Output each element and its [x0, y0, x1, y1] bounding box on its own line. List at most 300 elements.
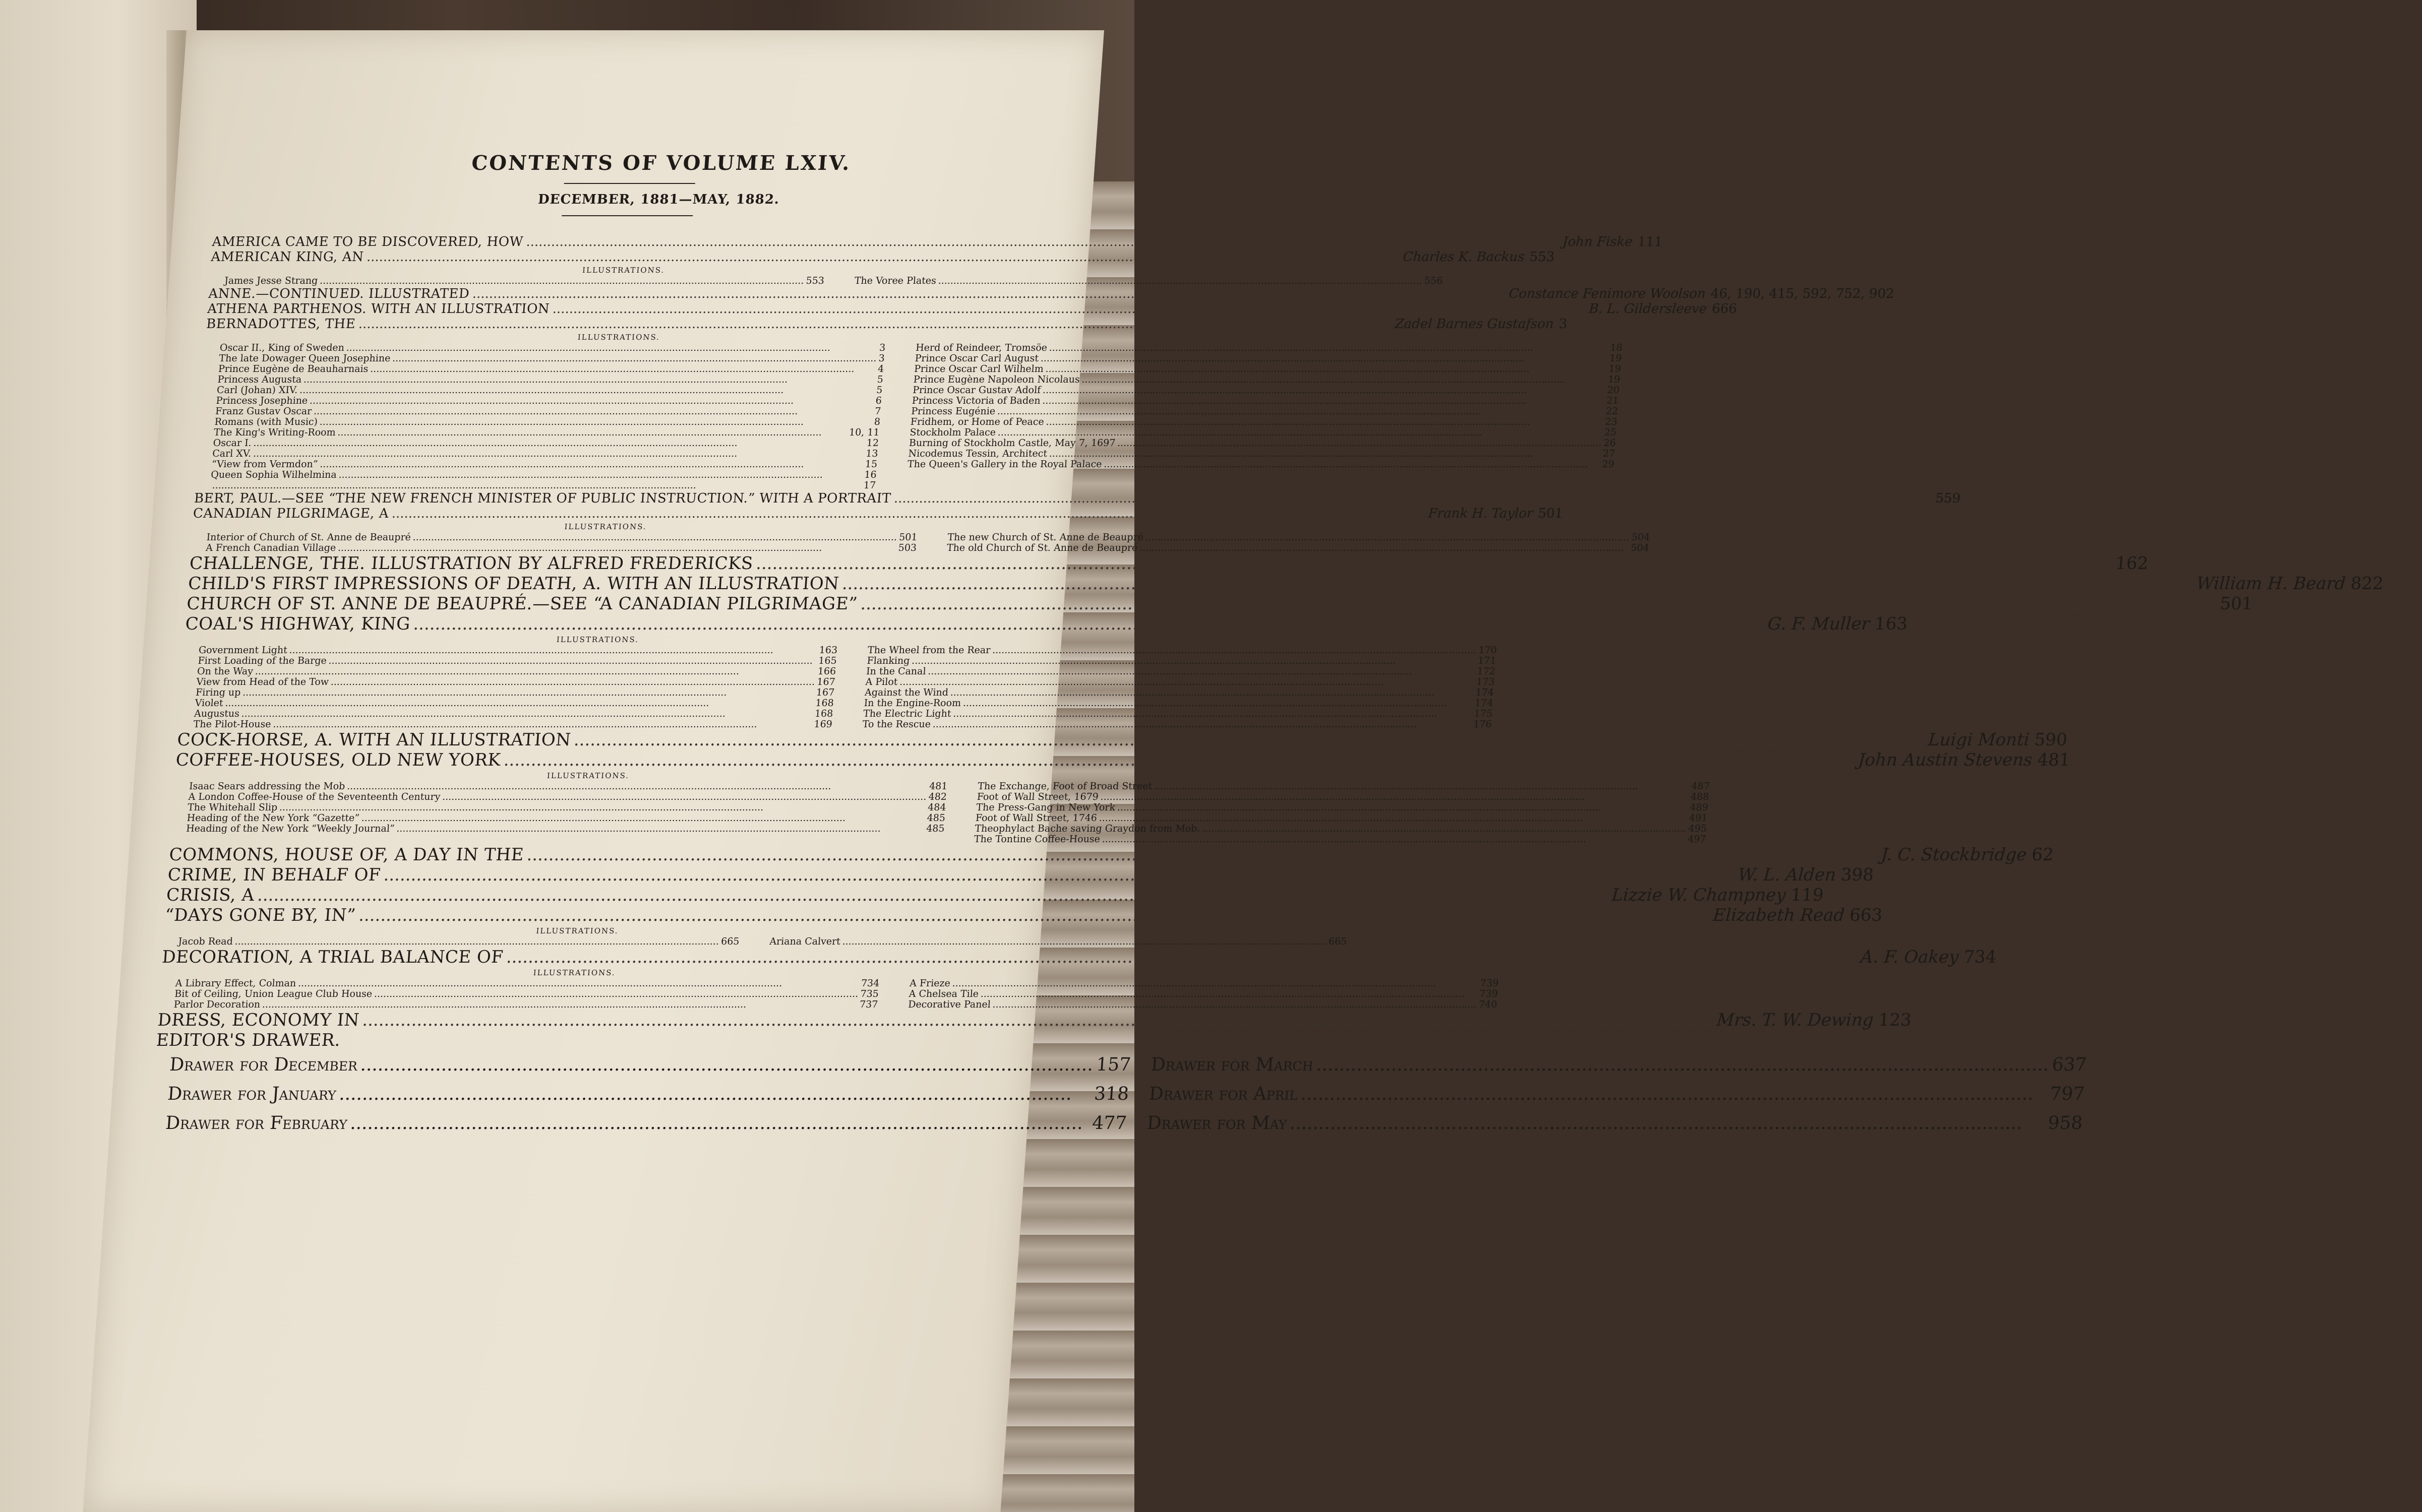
illustration-item [865, 677, 1495, 687]
illustration-item [915, 353, 1622, 364]
entry-page: 62 [2031, 845, 2054, 865]
illustration-page: 170 [1478, 645, 1497, 656]
illustration-page: 504 [1630, 542, 1650, 553]
illustration-page: 481 [929, 781, 948, 792]
illustration-title: “View from Vermdon” [211, 459, 319, 470]
dot-leader [320, 276, 805, 286]
illustration-item [175, 978, 880, 989]
dot-leader [755, 553, 2108, 574]
illustration-item [946, 543, 1649, 553]
illustration-title: Violet [194, 698, 224, 709]
dot-leader [392, 353, 877, 364]
entry-title: ATHENA PARTHENOS. WITH AN ILLUSTRATION [207, 301, 551, 317]
illustration-title: Drawer for May [1146, 1113, 1288, 1133]
illustration-item [213, 427, 880, 438]
dot-leader [526, 234, 1560, 249]
entry-title: CHALLENGE, THE. ILLUSTRATION BY ALFRED FREDERICKS [189, 553, 754, 574]
illustration-item [188, 792, 947, 802]
illustration-title: View from Head of the Tow [196, 676, 329, 687]
illustration-page: 167 [816, 676, 836, 687]
illustrations-left-column [185, 781, 948, 845]
entry-author: John Austin Stevens [1857, 750, 2033, 770]
illustration-item [907, 459, 1614, 470]
dot-leader [320, 459, 864, 470]
illustrations-list [193, 645, 1497, 730]
dot-leader [952, 978, 1479, 989]
illustration-page: 27 [1602, 448, 1616, 459]
toc-entry [157, 1010, 1912, 1030]
illustration-title: Foot of Wall Street, 1746 [975, 812, 1098, 824]
illustration-item [195, 698, 834, 709]
dot-leader [950, 687, 1474, 698]
dot-leader [860, 594, 2213, 614]
illustration-title: Fridhem, or Home of Peace [910, 416, 1045, 427]
illustration-item [977, 792, 1709, 802]
illustration-page: 482 [928, 791, 947, 802]
illustration-title: Oscar I. [212, 437, 252, 449]
illustration-title: Nicodemus Tessin, Architect [907, 448, 1048, 459]
entry-author: A. F. Oakey [1860, 947, 1960, 967]
dot-leader [337, 543, 896, 553]
illustration-page: 665 [720, 936, 740, 947]
illustration-page: 172 [1476, 666, 1496, 677]
illustration-title: In the Canal [866, 666, 927, 677]
illustration-item [909, 989, 1498, 999]
dot-leader [370, 364, 876, 374]
illustration-item [210, 480, 876, 491]
toc-entry [175, 750, 2071, 770]
illustration-item [197, 666, 836, 677]
illustration-title: Prince Eugène Napoleon Nicolaus [913, 374, 1080, 385]
illustration-title: Drawer for March [1150, 1054, 1314, 1075]
illustration-title: Augustus [194, 708, 240, 719]
illustration-item [178, 936, 740, 947]
toc-entry [210, 249, 1555, 265]
dot-leader [962, 698, 1473, 709]
illustration-item [187, 802, 946, 813]
illustration-title: The Wheel from the Rear [867, 645, 991, 656]
entry-title: CRIME, IN BEHALF OF [167, 865, 382, 885]
illustration-title: The Voree Plates [854, 275, 937, 286]
editors-drawer-list [164, 1050, 2088, 1138]
illustration-page: 23 [1604, 416, 1618, 427]
illustration-item [909, 438, 1616, 449]
dot-leader [841, 574, 2194, 594]
illustration-page: 504 [1631, 532, 1651, 543]
illustration-page: 6 [875, 395, 882, 406]
illustration-item [911, 406, 1618, 417]
illustration-title: Jacob Read [177, 936, 233, 947]
dot-leader [253, 438, 865, 449]
illustrations-label: ILLUSTRATIONS. [547, 771, 630, 780]
illustration-title: In the Engine-Room [863, 698, 961, 709]
illustration-page: 176 [1473, 719, 1492, 730]
illustrations-right-column [905, 343, 1622, 491]
dot-leader [932, 719, 1472, 730]
illustration-title: Herd of Reindeer, Tromsöe [915, 342, 1048, 353]
illustrations-left-column [173, 978, 880, 1010]
entry-author: W. L. Alden [1737, 865, 1837, 885]
illustration-page: 173 [1476, 676, 1495, 687]
illustration-title: The late Dowager Queen Josephine [218, 353, 391, 364]
illustration-page: 495 [1688, 823, 1707, 834]
illustration-item [216, 385, 883, 396]
dates-rule [562, 215, 693, 216]
illustration-item [213, 438, 879, 449]
toc-entry [168, 845, 2054, 865]
illustration-title: Prince Oscar Gustav Adolf [912, 385, 1041, 396]
entry-title: “DAYS GONE BY, IN” [164, 905, 357, 925]
toc-entry [155, 1030, 984, 1050]
dot-leader [893, 491, 1928, 506]
entry-title: BERT, PAUL.—SEE “THE NEW FRENCH MINISTER OF PUBLIC INSTRUCTION.” WITH A PORTRAIT [193, 491, 892, 506]
entry-title: CRISIS, A [165, 885, 255, 905]
dot-leader [526, 845, 1879, 865]
entry-title: EDITOR'S DRAWER. [155, 1030, 341, 1050]
entry-page: 481 [2036, 750, 2071, 770]
illustration-title: The old Church of St. Anne de Beaupré [946, 542, 1138, 553]
dot-leader [1042, 396, 1605, 406]
title-rule [564, 183, 695, 184]
illustrations-label: ILLUSTRATIONS. [535, 926, 619, 935]
dot-leader [912, 656, 1476, 666]
illustration-title: Carl (Johan) XIV. [216, 385, 298, 396]
illustration-item [196, 677, 836, 687]
illustration-item [976, 802, 1709, 813]
toc-entry [187, 574, 2384, 594]
illustration-title: Heading of the New York “Gazette” [186, 812, 360, 824]
dot-leader [330, 677, 815, 687]
illustration-page: 734 [861, 978, 880, 989]
dot-leader [1049, 449, 1601, 459]
dot-leader [953, 709, 1473, 719]
illustration-page: 4 [877, 363, 885, 374]
illustration-page: 25 [1604, 427, 1617, 438]
illustration-page: 485 [926, 812, 946, 824]
illustration-title: Government Light [198, 645, 288, 656]
illustration-item [908, 449, 1615, 459]
dot-leader [997, 427, 1602, 438]
illustration-item [205, 543, 917, 553]
dot-leader [358, 905, 1711, 925]
toc-entry [161, 947, 1997, 967]
illustration-title: Princess Josephine [215, 395, 308, 406]
illustrations-list [177, 936, 1348, 947]
dot-leader [1100, 792, 1689, 802]
illustration-title: Flanking [866, 655, 911, 666]
illustration-title: Firing up [195, 687, 241, 698]
entry-page: 666 [1711, 301, 1738, 317]
illustration-item [1148, 1080, 2086, 1109]
entry-title: AMERICA CAME TO BE DISCOVERED, HOW [211, 234, 524, 249]
toc-entry [189, 553, 2149, 574]
illustration-page: 21 [1606, 395, 1619, 406]
illustration-title: The Tontine Coffee-House [974, 834, 1101, 845]
dot-leader [338, 1080, 1093, 1109]
entry-page: 3 [1558, 317, 1568, 332]
dot-leader [980, 989, 1478, 999]
dot-leader [241, 709, 813, 719]
illustration-page: 8 [874, 416, 881, 427]
entry-page: 46, 190, 415, 592, 752, 902 [1710, 286, 1895, 301]
illustration-item [187, 813, 946, 824]
dot-leader [1315, 1050, 2050, 1080]
illustration-page: 22 [1605, 406, 1619, 417]
entry-page: 111 [1637, 234, 1663, 249]
entry-page: 590 [2033, 730, 2068, 750]
illustration-item [189, 781, 948, 792]
dot-leader [303, 374, 875, 385]
illustration-title: Carl XV. [212, 448, 252, 459]
illustration-item [174, 989, 879, 999]
illustration-page: 163 [819, 645, 838, 656]
dot-leader [234, 936, 719, 947]
illustration-item [864, 698, 1493, 709]
illustrations-label: ILLUSTRATIONS. [577, 333, 660, 342]
illustration-item [975, 824, 1707, 834]
illustration-title: A Pilot [865, 676, 898, 687]
dot-leader [257, 885, 1609, 905]
dot-leader [1117, 438, 1602, 449]
toc-entry [206, 317, 1568, 332]
illustration-item [218, 364, 884, 374]
dot-leader [1117, 802, 1688, 813]
illustration-item [909, 978, 1499, 989]
entry-page: 822 [2350, 574, 2384, 594]
dot-leader [255, 666, 816, 677]
illustration-title: The Whitehall Slip [187, 802, 278, 813]
illustration-page: 488 [1690, 791, 1710, 802]
dot-leader [309, 396, 874, 406]
illustration-item [219, 353, 885, 364]
entry-page: 119 [1790, 885, 1825, 905]
illustration-title: A French Canadian Village [205, 542, 337, 553]
illustration-page: 19 [1609, 353, 1622, 364]
illustration-page: 7 [874, 406, 882, 417]
dot-leader [396, 824, 925, 834]
entry-title: CHILD'S FIRST IMPRESSIONS OF DEATH, A. WITH AN ILLUSTRATION [187, 574, 840, 594]
illustration-page: 168 [815, 698, 834, 709]
illustration-item [214, 417, 881, 427]
illustration-page: 175 [1474, 708, 1493, 719]
toc-entry [165, 885, 1825, 905]
illustration-title: A Chelsea Tile [909, 988, 979, 999]
illustration-item [866, 666, 1495, 677]
illustration-item [915, 343, 1622, 353]
illustration-title: Stockholm Palace [909, 427, 996, 438]
dot-leader [347, 781, 928, 792]
illustration-title: Drawer for April [1148, 1084, 1299, 1104]
entry-author: Mrs. T. W. Dewing [1716, 1010, 1874, 1030]
volume-dates: DECEMBER, 1881—MAY, 1882. [537, 192, 780, 207]
illustrations-right-column [946, 532, 1650, 553]
dot-leader [1046, 417, 1603, 427]
illustration-title: Interior of Church of St. Anne de Beaupré [206, 532, 411, 543]
dot-leader [361, 1010, 1714, 1030]
dot-leader [573, 730, 1926, 750]
illustration-item [913, 385, 1620, 396]
illustrations-left-column [178, 936, 740, 947]
illustration-page: 497 [1687, 834, 1707, 845]
entry-page: 553 [1529, 249, 1555, 265]
entry-author: Charles K. Backus [1402, 249, 1525, 265]
dot-leader [842, 936, 1327, 947]
entry-title: CHURCH OF ST. ANNE DE BEAUPRÉ.—SEE “A CANADIAN PILGRIMAGE” [186, 594, 859, 614]
dot-leader [361, 813, 925, 824]
dot-leader [262, 999, 858, 1010]
illustrations-list [185, 781, 1710, 845]
entry-page: 501 [2219, 594, 2254, 614]
illustration-page: 5 [876, 385, 883, 396]
illustration-title: The Pilot-House [193, 719, 272, 730]
illustration-title: A Frieze [909, 978, 951, 989]
illustrations-label: ILLUSTRATIONS. [582, 266, 665, 275]
illustration-page: 26 [1603, 437, 1616, 449]
illustrations-right-column [769, 936, 1347, 947]
dot-leader [412, 614, 1765, 634]
illustration-item [914, 364, 1621, 374]
illustration-title: On the Way [197, 666, 254, 677]
illustration-title: Burning of Stockholm Castle, May 7, 1697 [909, 437, 1116, 449]
illustration-title: James Jesse Strang [224, 275, 319, 286]
illustration-title: The Electric Light [863, 708, 952, 719]
illustration-page: 157 [1095, 1054, 1132, 1075]
dot-leader [1049, 343, 1608, 353]
dot-leader [472, 286, 1506, 301]
dot-leader [366, 249, 1401, 265]
illustration-page: 491 [1688, 812, 1708, 824]
entry-title: COFFEE-HOUSES, OLD NEW YORK [175, 750, 502, 770]
illustration-title: Prince Oscar Carl Wilhelm [914, 363, 1044, 374]
illustration-title: Princess Augusta [217, 374, 302, 385]
dot-leader [1139, 543, 1629, 553]
dot-leader [552, 301, 1587, 317]
dot-leader [1040, 353, 1608, 364]
toc-entry [176, 730, 2068, 750]
illustration-item [212, 449, 878, 459]
illustration-title: First Loading of the Barge [197, 655, 327, 666]
dot-leader [359, 1050, 1094, 1080]
illustrations-left-column [205, 532, 918, 553]
illustration-item [867, 656, 1496, 666]
illustration-title: Heading of the New York “Weekly Journal” [186, 823, 395, 834]
toc-entry [207, 301, 1738, 317]
illustration-item [193, 719, 833, 730]
illustrations-right-column [908, 978, 1499, 1010]
dot-leader [1045, 364, 1607, 374]
toc-entry [164, 905, 1883, 925]
illustration-item [978, 781, 1710, 792]
illustration-title: Drawer for February [164, 1113, 348, 1133]
toc-entry [192, 506, 1564, 521]
entry-author: Lizzie W. Champney [1611, 885, 1787, 905]
dot-leader [1104, 459, 1601, 470]
illustration-item [862, 719, 1492, 730]
entry-title: COCK-HORSE, A. WITH AN ILLUSTRATION [176, 730, 572, 750]
dot-leader [349, 1109, 1091, 1138]
illustration-title: Theophylact Bache saving Graydon from Mob. [974, 823, 1201, 834]
illustration-page: 19 [1608, 363, 1621, 374]
dot-leader [243, 687, 815, 698]
illustration-title: Drawer for January [166, 1084, 337, 1104]
entry-page: 162 [2114, 553, 2149, 574]
illustration-item [166, 1080, 1130, 1109]
illustration-page: 169 [813, 719, 833, 730]
dot-leader [358, 317, 1392, 332]
illustrations-list [205, 532, 1651, 553]
illustration-page: 3 [879, 342, 886, 353]
toc-entry [186, 594, 2254, 614]
illustration-page: 487 [1691, 781, 1710, 792]
contents-page [83, 30, 2384, 1512]
dot-leader [338, 470, 863, 480]
illustration-item [864, 687, 1494, 698]
dot-leader [506, 947, 1858, 967]
illustration-page: 556 [1424, 275, 1443, 286]
illustration-page: 665 [1328, 936, 1348, 947]
dot-leader [1102, 834, 1686, 845]
illustration-item [854, 276, 1443, 286]
illustration-item [211, 459, 878, 470]
illustration-item [198, 645, 838, 656]
illustration-item [947, 532, 1650, 543]
illustration-title: A London Coffee-House of the Seventeenth Century [188, 791, 441, 802]
illustrations-label: ILLUSTRATIONS. [564, 522, 647, 531]
entry-page: 123 [1878, 1010, 1912, 1030]
illustration-title: Drawer for December [169, 1054, 358, 1075]
illustration-item [863, 709, 1493, 719]
page-title: CONTENTS OF VOLUME LXIV. [470, 151, 852, 175]
illustration-title: The King's Writing-Room [213, 427, 336, 438]
illustration-page: 739 [1480, 978, 1499, 989]
illustrations-right-column [862, 645, 1497, 730]
illustration-page: 171 [1477, 655, 1497, 666]
dot-leader [279, 802, 926, 813]
illustration-title: A Library Effect, Colman [174, 978, 297, 989]
illustration-item [913, 374, 1620, 385]
entry-title: COMMONS, HOUSE OF, A DAY IN THE [168, 845, 525, 865]
illustrations-list [224, 275, 1443, 286]
entry-page: 734 [1963, 947, 1997, 967]
dot-leader [442, 792, 927, 802]
illustration-page: 17 [863, 480, 876, 491]
illustration-item [186, 824, 945, 834]
illustration-item [912, 396, 1619, 406]
illustration-page: 13 [865, 448, 879, 459]
illustration-page: 12 [866, 437, 879, 449]
dot-leader [1289, 1109, 2046, 1138]
illustration-title: The Press-Gang in New York [976, 802, 1116, 813]
illustration-item [198, 656, 837, 666]
entry-author: William H. Beard [2196, 574, 2346, 594]
illustrations-right-column [974, 781, 1710, 845]
illustration-item [910, 417, 1617, 427]
illustration-item [769, 936, 1347, 947]
illustration-title: To the Rescue [862, 719, 931, 730]
illustration-title: Prince Eugène de Beauharnais [218, 363, 369, 374]
entry-title: DECORATION, A TRIAL BALANCE OF [161, 947, 504, 967]
illustration-item [168, 1050, 1132, 1080]
illustration-title: Against the Wind [864, 687, 949, 698]
illustration-page: 477 [1091, 1113, 1128, 1133]
illustration-page: 167 [816, 687, 835, 698]
entry-author: Elizabeth Read [1712, 905, 1846, 925]
illustration-item [975, 813, 1708, 824]
illustration-page: 10, 11 [849, 427, 880, 438]
illustration-item [867, 645, 1497, 656]
entry-page: 559 [1934, 491, 1961, 506]
entry-title: COAL'S HIGHWAY, KING [185, 614, 411, 634]
